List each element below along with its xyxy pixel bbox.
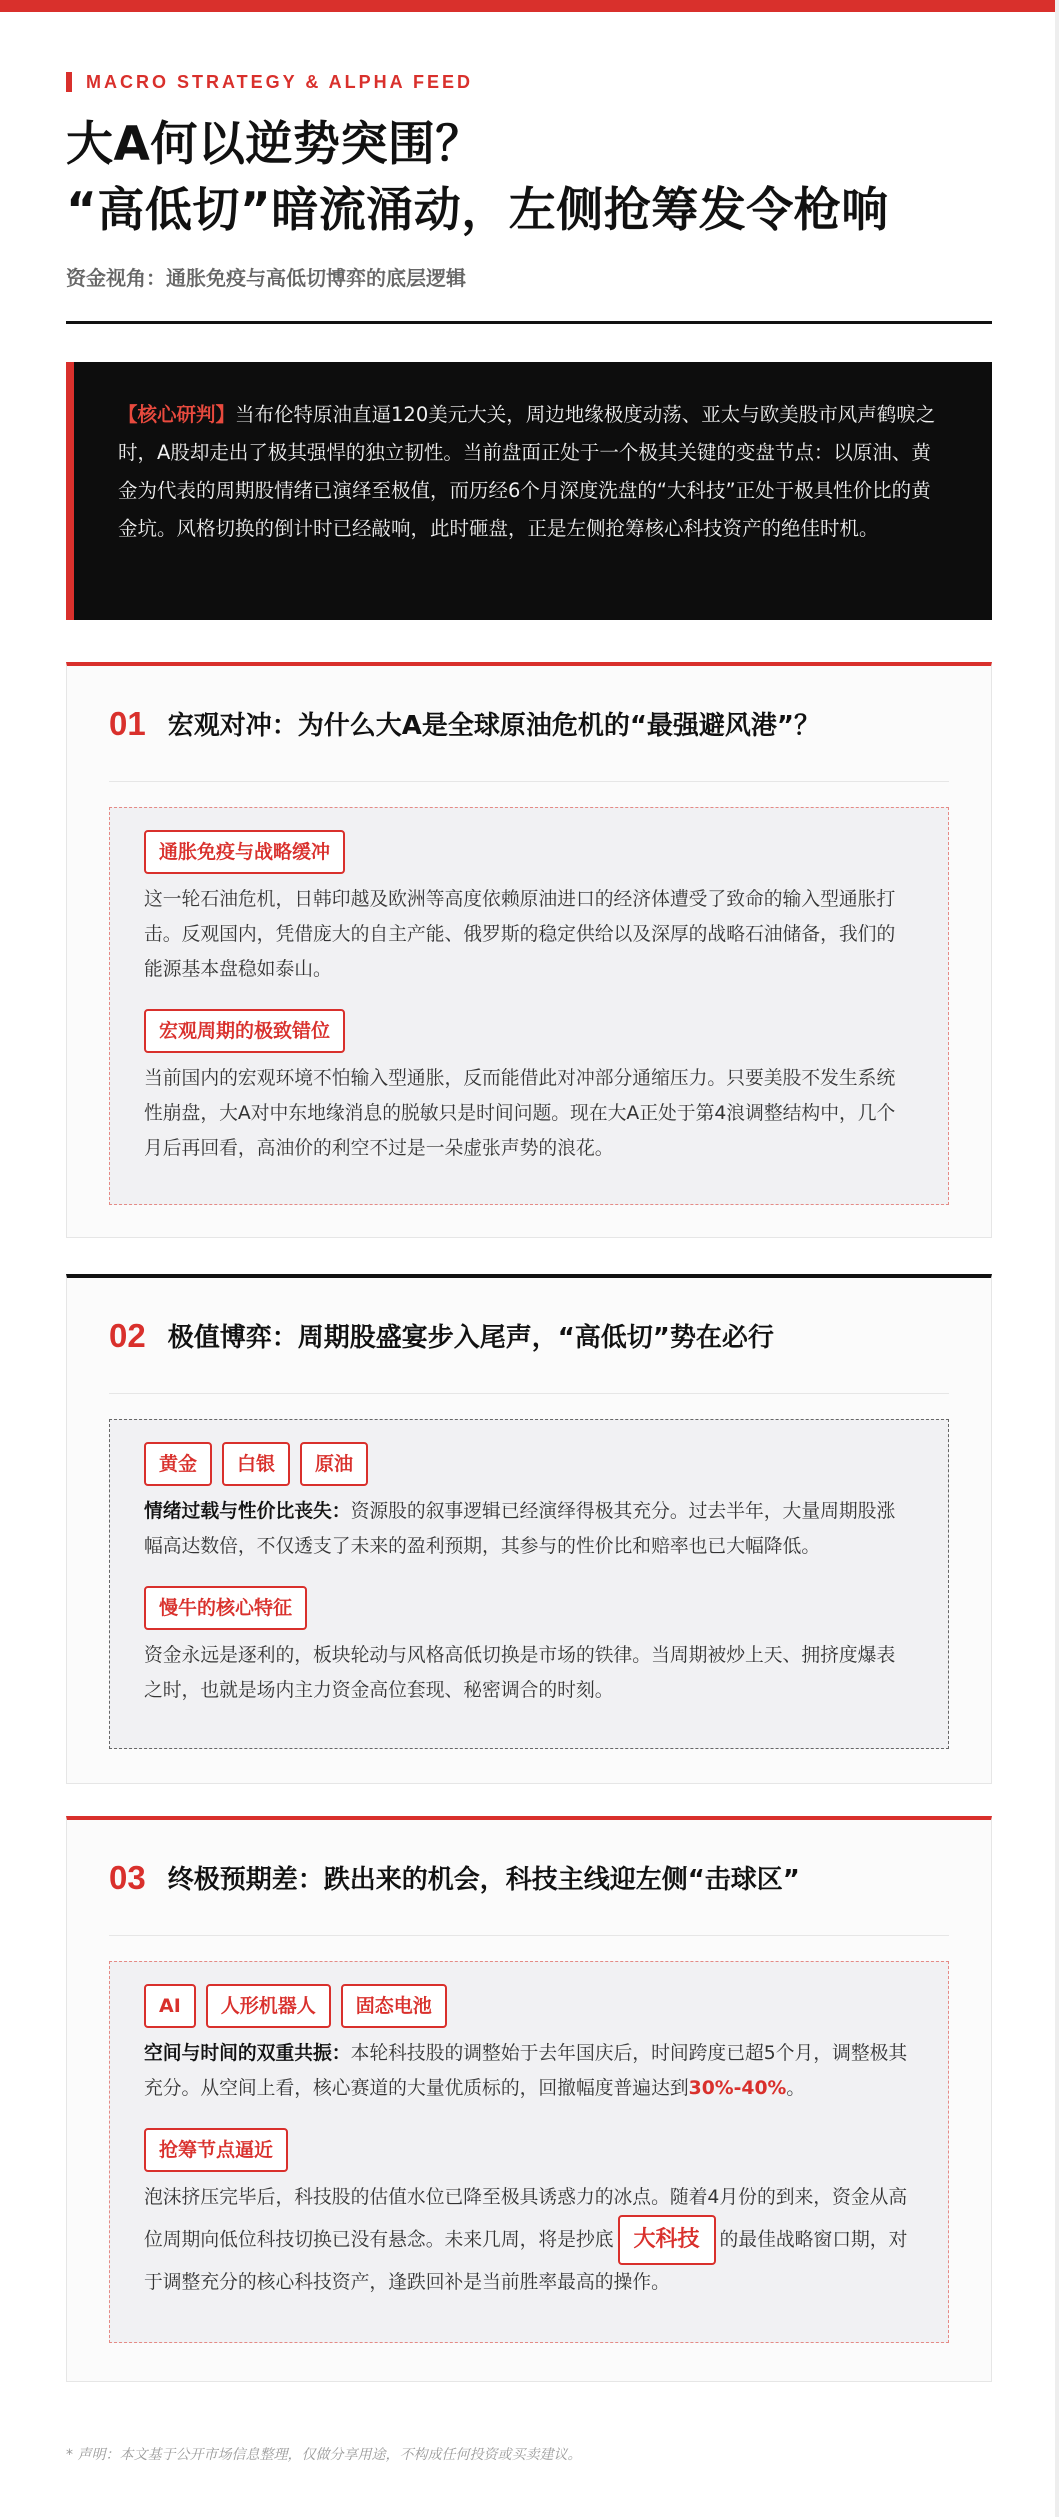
section-01-paragraph-2: 当前国内的宏观环境不怕输入型通胀，反而能借此对冲部分通缩压力。只要美股不发生系统性崩盘，大A对中东地缘消息的脱敏只是时间问题。现在大A正处于第4浪调整结构中，几个月后再回看，高油价的利空不过是一朵虚张声势的浪花。 <box>144 1068 896 1159</box>
section-02-lead-text: 资源股的叙事逻辑已经演绎得极其充分。过去半年，大量周期股涨幅高达数倍，不仅透支了未来的盈利预期，其参与的性价比和赔率也已大幅降低。 <box>144 1501 896 1557</box>
chip-rush-node: 抢筹节点逼近 <box>144 2128 288 2172</box>
section-02-number: 02 <box>109 1316 146 1354</box>
section-02 <box>66 1274 992 1784</box>
section-02-paragraph-2: 资金永远是逐利的，板块轮动与风格高低切换是市场的铁律。当周期被炒上天、拥挤度爆表之时，也就是场内主力资金高位套现、秘密调合的时刻。 <box>144 1645 896 1701</box>
section-01-title: 宏观对冲：为什么大A是全球原油危机的“最强避风港”？ <box>167 711 821 741</box>
section-01-box <box>109 807 949 1205</box>
section-03-number: 03 <box>109 1858 146 1896</box>
section-03-text-b: 的最佳战略窗口期，对于调整充分的核心科技资产，逢跌回补是当前胜率最高的操作。 <box>144 2229 908 2293</box>
section-01 <box>66 662 992 1238</box>
chip-slow-bull: 慢牛的核心特征 <box>144 1586 307 1630</box>
section-02-paragraph-1 <box>144 1494 914 1564</box>
title-line-1: 大A何以逆势突围？ <box>66 117 483 172</box>
section-03-lead-end: 。 <box>786 2078 806 2099</box>
top-accent-bar <box>0 0 1059 12</box>
inline-chip-big-tech: 大科技 <box>618 2215 716 2265</box>
header-divider <box>66 321 992 324</box>
section-01-paragraph-1: 这一轮石油危机，日韩印越及欧洲等高度依赖原油进口的经济体遭受了致命的输入型通胀打击。反观国内，凭借庞大的自主产能、俄罗斯的稳定供给以及深厚的战略石油储备，我们的能源基本盘稳如泰山。 <box>144 889 896 980</box>
core-paragraph <box>118 396 942 548</box>
kicker <box>66 72 473 92</box>
core-text: 当布伦特原油直逼120美元大关，周边地缘极度动荡、亚太与欧美股市风声鹤唳之时，A股却走出了极其强悍的独立韧性。当前盘面正处于一个极其关键的变盘节点：以原油、黄金为代表的周期股情绪已演绎至极值，而历经6个月深度洗盘的“大科技”正处于极具性价比的黄金坑。风格切换的倒计时已经敲响，此时砸盘，正是左侧抢筹核心科技资产的绝佳时机。 <box>118 403 936 540</box>
right-edge-rule <box>1055 0 1059 2517</box>
section-03-box <box>109 1961 949 2343</box>
section-03-lead-bold: 空间与时间的双重共振： <box>144 2043 351 2064</box>
section-03-text-a: 泡沫挤压完毕后，科技股的估值水位已降至极具诱惑力的冰点。随着4月份的到来，资金从高位周期向低位科技切换已没有悬念。未来几周，将是抄底 <box>144 2187 908 2251</box>
chip-ai: AI <box>144 1984 196 2028</box>
chip-humanoid-robot: 人形机器人 <box>206 1984 331 2028</box>
chip-solid-state-battery: 固态电池 <box>341 1984 447 2028</box>
section-03-paragraph-1 <box>144 2036 914 2106</box>
page-title <box>66 112 992 244</box>
section-03 <box>66 1816 992 2382</box>
section-03-paragraph-2 <box>144 2180 914 2300</box>
kicker-text: MACRO STRATEGY & ALPHA FEED <box>86 71 474 92</box>
page-subtitle: 资金视角：通胀免疫与高低切博弈的底层逻辑 <box>66 266 466 290</box>
kicker-mark <box>66 72 72 92</box>
core-tag: 【核心研判】 <box>118 403 236 426</box>
chip-inflation-immunity: 通胀免疫与战略缓冲 <box>144 830 345 874</box>
core-judgement-box <box>66 362 992 620</box>
section-03-header <box>109 1820 949 1936</box>
section-03-title: 终极预期差：跌出来的机会，科技主线迎左侧“击球区” <box>167 1865 800 1895</box>
section-02-box <box>109 1419 949 1749</box>
section-02-title: 极值博弈：周期股盛宴步入尾声，“高低切”势在必行 <box>167 1323 774 1353</box>
title-line-2: “高低切”暗流涌动，左侧抢筹发令枪响 <box>66 183 889 238</box>
chip-gold: 黄金 <box>144 1442 212 1486</box>
section-01-number: 01 <box>109 704 146 742</box>
section-02-lead-bold: 情绪过载与性价比丧失： <box>144 1501 351 1522</box>
chip-crude-oil: 原油 <box>300 1442 368 1486</box>
chip-cycle-mismatch: 宏观周期的极致错位 <box>144 1009 345 1053</box>
disclaimer: * 声明：本文基于公开市场信息整理，仅做分享用途，不构成任何投资或买卖建议。 <box>66 2447 582 2463</box>
chip-silver: 白银 <box>222 1442 290 1486</box>
section-02-header <box>109 1278 949 1394</box>
section-01-header <box>109 666 949 782</box>
pullback-highlight: 30%-40% <box>688 2078 787 2099</box>
section-03-lead-text: 本轮科技股的调整始于去年国庆后，时间跨度已超5个月，调整极其充分。从空间上看，核心赛道的大量优质标的，回撤幅度普遍达到 <box>144 2043 908 2099</box>
